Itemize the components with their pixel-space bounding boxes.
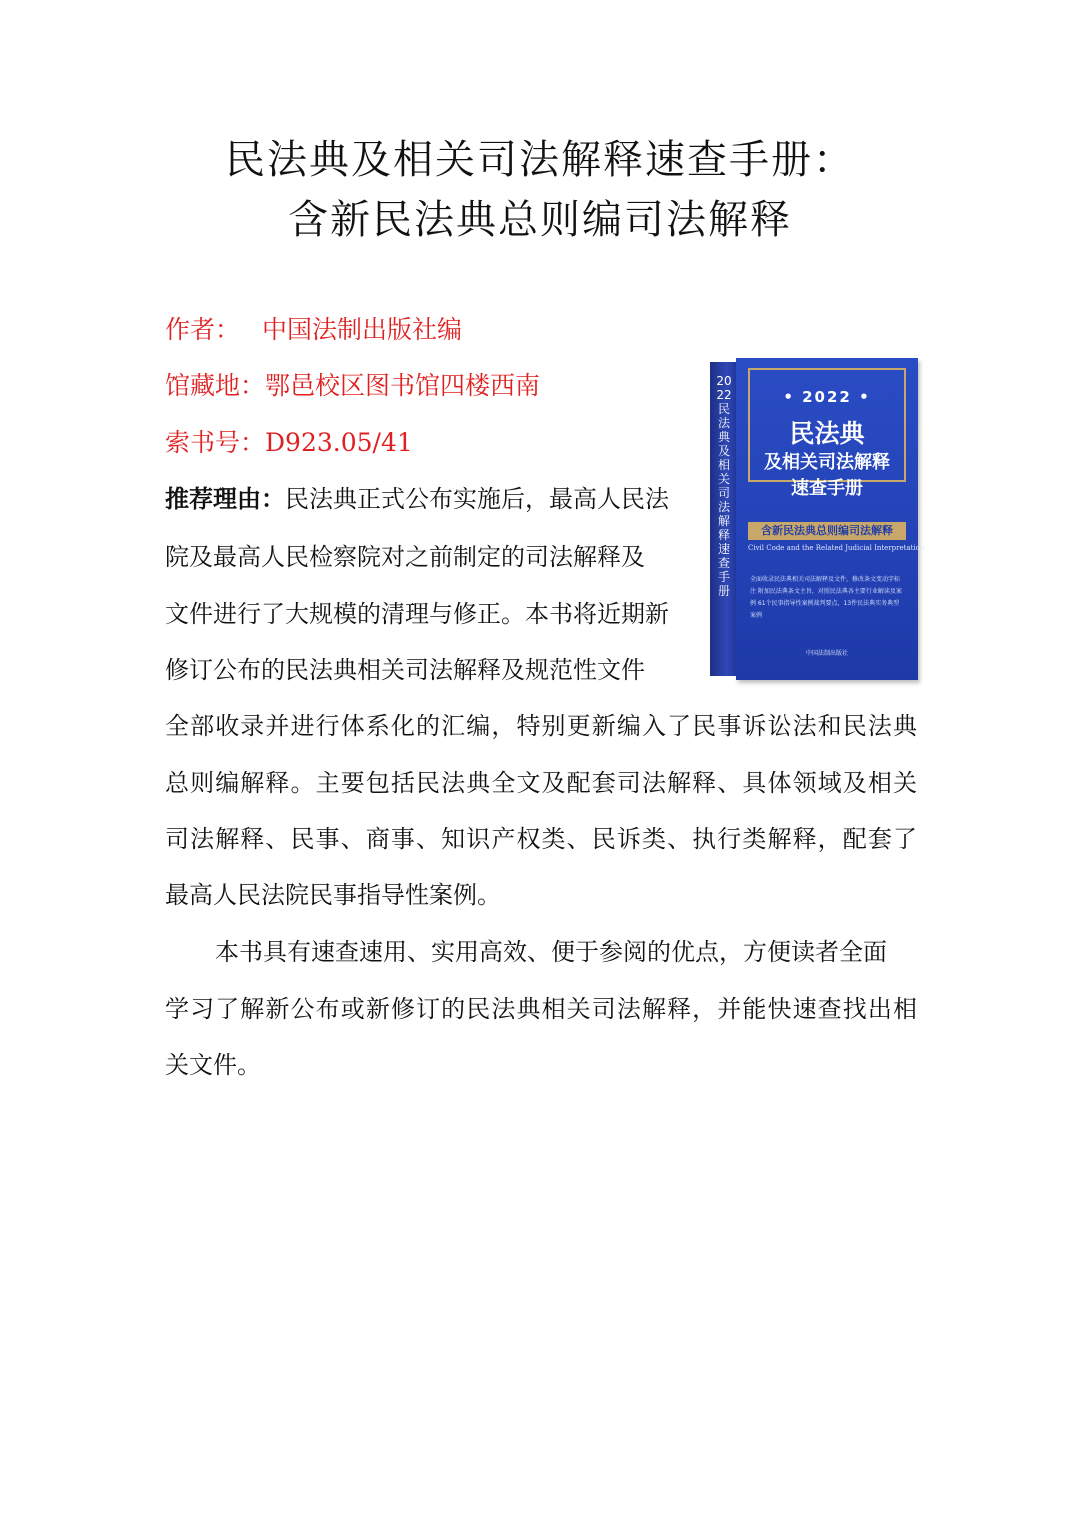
location-line — [165, 369, 540, 403]
book-front — [736, 358, 925, 680]
document-title-line-2: 含新民法典总则编司法解释 — [288, 197, 792, 243]
recommendation-line: 全部收录并进行体系化的汇编，特别更新编入了民事诉讼法和民法典 — [165, 712, 917, 740]
location-value: 鄂邑校区图书馆四楼西南 — [265, 371, 541, 400]
book-cover-image — [710, 358, 925, 680]
recommendation-label: 推荐理由： — [165, 484, 285, 513]
recommendation-line: 最高人民法院民事指导性案例。 — [165, 881, 501, 909]
book-spine-text: 2022民法典及相关司法解释速查手册 — [716, 374, 732, 598]
paragraph-2-line: 关文件。 — [165, 1051, 261, 1079]
cover-year: • 2022 • — [783, 388, 871, 406]
cover-english-title: Civil Code and the Related Judicial Interpretation — [748, 544, 925, 552]
paragraph-2-text: 本书具有速查速用、实用高效、便于参阅的优点，方便读者全面 — [215, 938, 887, 966]
paragraph-2-line: 学习了解新公布或新修订的民法典相关司法解释，并能快速查找出相 — [165, 995, 917, 1023]
recommendation-line: 总则编解释。主要包括民法典全文及配套司法解释、具体领域及相关 — [165, 769, 917, 797]
cover-subtitle-2: 速查手册 — [791, 478, 863, 499]
cover-blurb: 全面收录民法典相关司法解释及文件，修改条文变动字标注 附加民法典条文主旨，对照民法典各主要行业解读及案例 61个民事指导性案例裁判要点，13件民法典实务典型案例 — [750, 576, 902, 619]
document-title-line-1: 民法典及相关司法解释速查手册： — [225, 137, 855, 183]
call-number-value: D923.05/41 — [265, 428, 413, 457]
recommendation-line: 文件进行了大规模的清理与修正。本书将近期新 — [165, 600, 669, 628]
author-value: 中国法制出版社编 — [262, 315, 463, 344]
call-number-label: 索书号： — [165, 428, 266, 457]
cover-band: 含新民法典总则编司法解释 — [748, 522, 906, 540]
location-label: 馆藏地： — [165, 371, 266, 400]
recommendation-line: 修订公布的民法典相关司法解释及规范性文件 — [165, 656, 645, 684]
recommendation-text: 民法典正式公布实施后，最高人民法 — [285, 485, 669, 513]
call-number-line — [165, 426, 413, 460]
book-spine — [710, 362, 738, 676]
cover-subtitle: 及相关司法解释 — [764, 452, 890, 473]
paragraph-2-line — [165, 935, 917, 969]
cover-title: 民法典 — [789, 419, 865, 448]
recommendation-line: 院及最高人民检察院对之前制定的司法解释及 — [165, 543, 645, 571]
recommendation-line: 司法解释、民事、商事、知识产权类、民诉类、执行类解释，配套了 — [165, 825, 917, 853]
cover-publisher: 中国法制出版社 — [805, 650, 848, 657]
author-line — [165, 313, 462, 347]
author-label: 作者： — [165, 315, 241, 344]
recommendation-line — [165, 482, 669, 516]
